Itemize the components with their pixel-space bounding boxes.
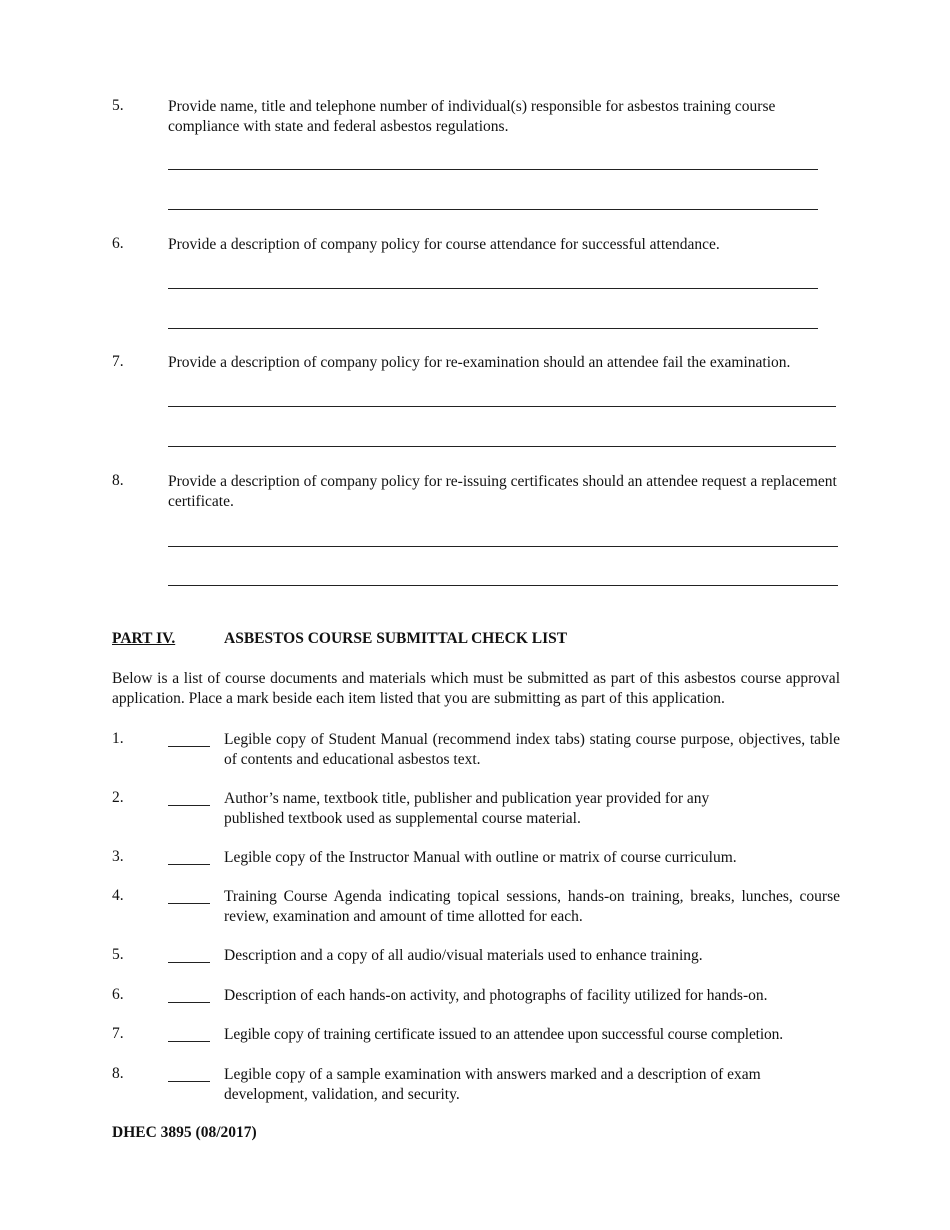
checklist-number: 6. (112, 986, 124, 1003)
answer-line[interactable] (168, 169, 818, 170)
checkmark-blank[interactable] (168, 805, 210, 806)
form-id-footer: DHEC 3895 (08/2017) (112, 1124, 257, 1141)
checklist-number: 7. (112, 1025, 124, 1042)
checklist-text: Description of each hands-on activity, and photographs of facility utilized for hands-on. (224, 987, 768, 1004)
checkmark-blank[interactable] (168, 962, 210, 963)
answer-line[interactable] (168, 446, 836, 447)
checklist-number: 8. (112, 1065, 124, 1082)
checkmark-blank[interactable] (168, 1081, 210, 1082)
checklist-number: 3. (112, 848, 124, 865)
part-label: PART IV. (112, 630, 176, 647)
checklist-text: Author’s name, textbook title, publisher and publication year provided for any published textbook used as supplemental course material. (224, 790, 710, 827)
question-text: Provide name, title and telephone number of individual(s) responsible for asbestos training course compliance with state and federal asbestos regulations. (168, 98, 776, 135)
checkmark-blank[interactable] (168, 903, 210, 904)
answer-line[interactable] (168, 546, 838, 547)
answer-line[interactable] (168, 406, 836, 407)
checklist-text: Legible copy of Student Manual (recommend index tabs) stating course purpose, objectives, table of contents and educational asbestos text. (224, 731, 840, 768)
question-number: 8. (112, 472, 124, 489)
question-number: 5. (112, 97, 124, 114)
checklist-number: 2. (112, 789, 124, 806)
checkmark-blank[interactable] (168, 746, 210, 747)
question-text: Provide a description of company policy for course attendance for successful attendance. (168, 236, 720, 253)
answer-line[interactable] (168, 585, 838, 586)
part-iv-heading (112, 630, 568, 648)
checklist-number: 5. (112, 946, 124, 963)
answer-line[interactable] (168, 288, 818, 289)
answer-line[interactable] (168, 209, 818, 210)
checklist-text: Legible copy of the Instructor Manual with outline or matrix of course curriculum. (224, 849, 737, 866)
question-number: 6. (112, 235, 124, 252)
checklist-text: Legible copy of a sample examination with answers marked and a description of exam development, validation, and security. (224, 1066, 761, 1103)
checklist-text: Description and a copy of all audio/visual materials used to enhance training. (224, 947, 703, 964)
checklist-number: 4. (112, 887, 124, 904)
question-text: Provide a description of company policy for re-examination should an attendee fail the examination. (168, 354, 791, 371)
answer-line[interactable] (168, 328, 818, 329)
checkmark-blank[interactable] (168, 1002, 210, 1003)
checklist-text: Legible copy of training certificate issued to an attendee upon successful course completion. (224, 1026, 783, 1043)
checkmark-blank[interactable] (168, 1041, 210, 1042)
part-title: ASBESTOS COURSE SUBMITTAL CHECK LIST (224, 630, 568, 647)
question-number: 7. (112, 353, 124, 370)
checklist-text: Training Course Agenda indicating topical sessions, hands-on training, breaks, lunches, course review, examination and amount of time allotted for each. (224, 888, 840, 925)
part-iv-intro: Below is a list of course documents and materials which must be submitted as part of this asbestos course approval application. Place a mark beside each item listed that you are submitting as part of this application. (112, 670, 840, 707)
checklist-number: 1. (112, 730, 124, 747)
question-text: Provide a description of company policy for re-issuing certificates should an attendee request a replacement certificate. (168, 473, 837, 510)
checkmark-blank[interactable] (168, 864, 210, 865)
